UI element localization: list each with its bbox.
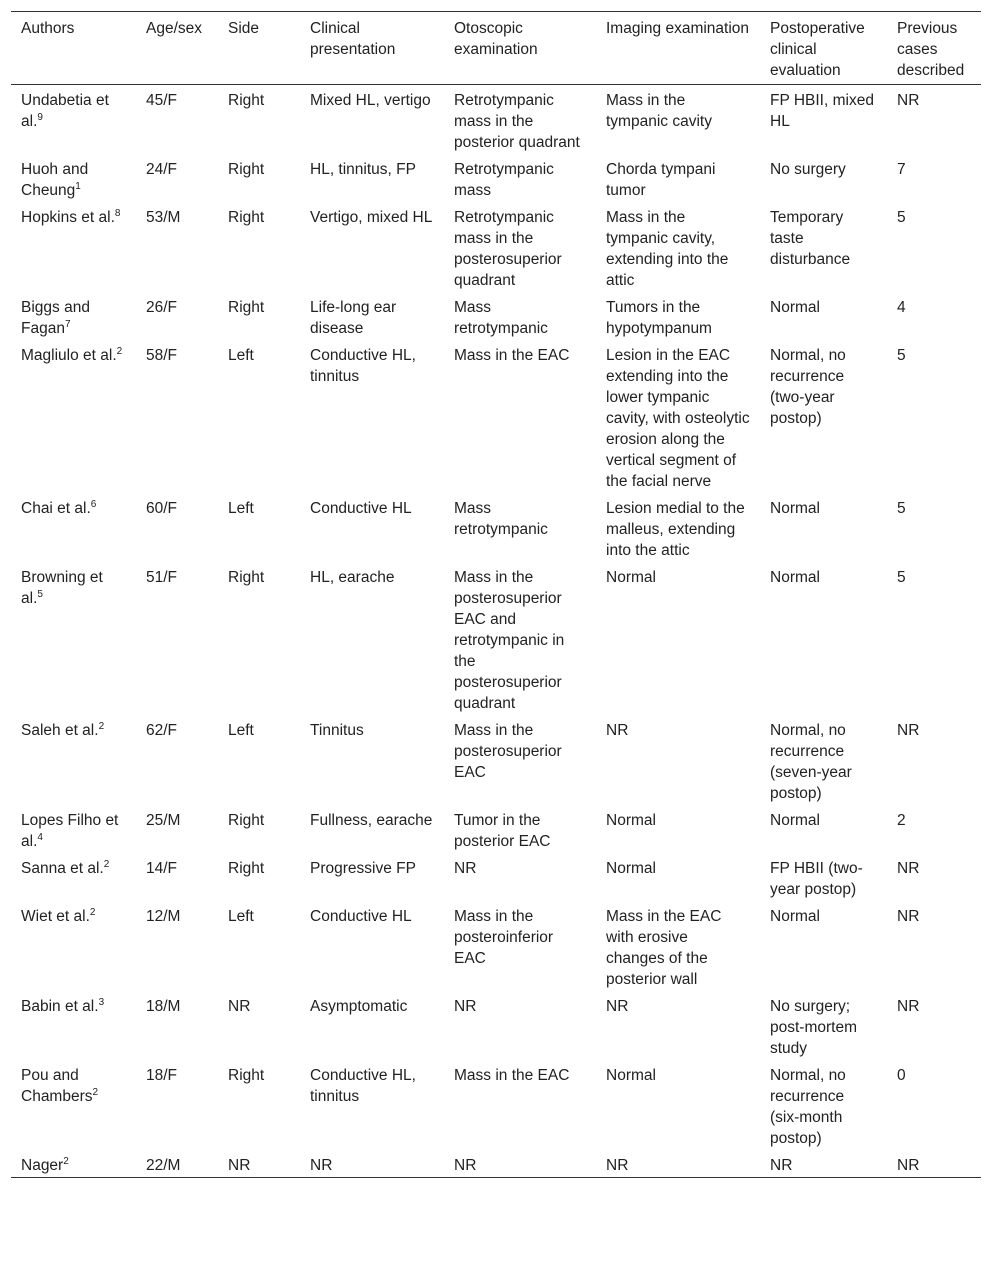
reference-number: 3 xyxy=(98,997,105,1008)
author-name: Babin et al. xyxy=(21,998,99,1015)
cell-postoperative-evaluation: No surgery xyxy=(770,161,846,178)
cell-clinical-presentation: Progressive FP xyxy=(310,860,416,877)
cell-authors xyxy=(11,493,136,562)
cell-clinical-presentation: Conductive HL xyxy=(310,500,412,517)
reference-number: 4 xyxy=(37,832,43,843)
cell-imaging-examination: Lesion medial to the malleus, extending into the attic xyxy=(606,500,745,559)
cell-age-sex: 22/M xyxy=(146,1157,181,1174)
header-imaging-examination: Imaging examination xyxy=(606,20,750,37)
cell-imaging-examination: Mass in the EAC with erosive changes of the posterior wall xyxy=(606,908,722,988)
cell-side: NR xyxy=(228,1157,251,1174)
author-name: Saleh et al. xyxy=(21,722,99,739)
cell-previous-cases: NR xyxy=(897,92,920,109)
author-name: Chai et al. xyxy=(21,500,91,517)
header-clinical-presentation: Clinical presentation xyxy=(310,20,396,58)
cell-imaging-examination: Mass in the tympanic cavity, extending into the attic xyxy=(606,209,729,289)
cell-postoperative-evaluation: Normal, no recurrence (seven-year postop) xyxy=(770,722,852,802)
cell-clinical-presentation: Fullness, earache xyxy=(310,812,433,829)
table-row xyxy=(11,340,981,493)
cell-authors xyxy=(11,715,136,805)
author-name: Undabetia et al. xyxy=(21,92,109,130)
table-row xyxy=(11,715,981,805)
header-otoscopic-examination: Otoscopic examination xyxy=(454,20,538,58)
cell-age-sex: 62/F xyxy=(146,722,178,739)
cell-age-sex: 45/F xyxy=(146,92,178,109)
cell-clinical-presentation: Tinnitus xyxy=(310,722,364,739)
cell-previous-cases: 7 xyxy=(897,161,906,178)
author-name: Huoh and Cheung xyxy=(21,161,89,199)
cell-side: Left xyxy=(228,347,254,364)
cell-clinical-presentation: HL, tinnitus, FP xyxy=(310,161,416,178)
cell-age-sex: 14/F xyxy=(146,860,178,877)
cell-side: Right xyxy=(228,569,265,586)
table-row xyxy=(11,202,981,292)
reference-number: 5 xyxy=(37,589,43,600)
cell-imaging-examination: Chorda tympani tumor xyxy=(606,161,716,199)
reference-number: 1 xyxy=(75,181,81,192)
reference-number: 2 xyxy=(92,1087,99,1098)
cell-side: Right xyxy=(228,161,265,178)
cell-clinical-presentation: Asymptomatic xyxy=(310,998,408,1015)
cell-side: Right xyxy=(228,812,265,829)
cell-postoperative-evaluation: FP HBII (two-year postop) xyxy=(770,860,863,898)
table-row xyxy=(11,292,981,340)
table-row xyxy=(11,991,981,1060)
reference-number: 9 xyxy=(37,112,43,123)
table-row xyxy=(11,154,981,202)
cell-clinical-presentation: Mixed HL, vertigo xyxy=(310,92,431,109)
cell-age-sex: 18/F xyxy=(146,1067,178,1084)
cell-previous-cases: NR xyxy=(897,1157,920,1174)
reference-number: 6 xyxy=(90,499,97,510)
table-row xyxy=(11,805,981,853)
reference-number: 2 xyxy=(103,859,110,870)
cell-clinical-presentation: Conductive HL, tinnitus xyxy=(310,1067,416,1105)
cell-otoscopic-examination: Mass in the posteroinferior EAC xyxy=(454,908,554,967)
cell-clinical-presentation: Conductive HL xyxy=(310,908,412,925)
cell-clinical-presentation: HL, earache xyxy=(310,569,395,586)
cell-authors xyxy=(11,562,136,715)
cell-otoscopic-examination: Mass retrotympanic xyxy=(454,299,548,337)
cell-authors xyxy=(11,154,136,202)
cell-postoperative-evaluation: Normal xyxy=(770,569,820,586)
cell-postoperative-evaluation: Normal xyxy=(770,812,820,829)
header-authors: Authors xyxy=(21,20,75,37)
cell-postoperative-evaluation: Temporary taste disturbance xyxy=(770,209,851,268)
reference-number: 7 xyxy=(64,319,71,330)
cell-previous-cases: 5 xyxy=(897,347,906,364)
cell-clinical-presentation: Conductive HL, tinnitus xyxy=(310,347,416,385)
table-row xyxy=(11,901,981,991)
cell-otoscopic-examination: NR xyxy=(454,998,477,1015)
cell-otoscopic-examination: Mass in the posterosuperior EAC and retrotympanic in the posterosuperior quadrant xyxy=(454,569,565,712)
cell-side: Right xyxy=(228,1067,265,1084)
header-row xyxy=(11,12,981,85)
reference-number: 2 xyxy=(89,907,96,918)
cell-imaging-examination: Mass in the tympanic cavity xyxy=(606,92,712,130)
author-name: Sanna et al. xyxy=(21,860,104,877)
cell-age-sex: 53/M xyxy=(146,209,181,226)
author-name: Pou and Chambers xyxy=(21,1067,93,1105)
cell-imaging-examination: Tumors in the hypotympanum xyxy=(606,299,712,337)
author-name: Magliulo et al. xyxy=(21,347,117,364)
reference-number: 2 xyxy=(116,346,123,357)
cell-authors xyxy=(11,1060,136,1150)
cell-authors xyxy=(11,85,136,155)
cell-imaging-examination: Normal xyxy=(606,1067,656,1084)
cell-authors xyxy=(11,853,136,901)
cell-age-sex: 25/M xyxy=(146,812,181,829)
cell-previous-cases: NR xyxy=(897,908,920,925)
table-row xyxy=(11,493,981,562)
case-reports-table xyxy=(11,11,981,1178)
cell-authors xyxy=(11,991,136,1060)
cell-postoperative-evaluation: Normal xyxy=(770,299,820,316)
cell-previous-cases: 5 xyxy=(897,500,906,517)
cell-postoperative-evaluation: Normal xyxy=(770,500,820,517)
cell-postoperative-evaluation: NR xyxy=(770,1157,793,1174)
cell-otoscopic-examination: Retrotympanic mass in the posterior quadrant xyxy=(454,92,580,151)
cell-previous-cases: NR xyxy=(897,722,920,739)
cell-age-sex: 58/F xyxy=(146,347,178,364)
cell-authors xyxy=(11,805,136,853)
cell-otoscopic-examination: NR xyxy=(454,860,477,877)
cell-otoscopic-examination: Mass retrotympanic xyxy=(454,500,548,538)
cell-age-sex: 51/F xyxy=(146,569,178,586)
cell-postoperative-evaluation: Normal, no recurrence (six-month postop) xyxy=(770,1067,846,1147)
cell-previous-cases: 0 xyxy=(897,1067,906,1084)
author-name: Nager xyxy=(21,1157,64,1174)
cell-otoscopic-examination: Mass in the EAC xyxy=(454,1067,570,1084)
cell-otoscopic-examination: Mass in the EAC xyxy=(454,347,570,364)
cell-age-sex: 26/F xyxy=(146,299,178,316)
cell-previous-cases: 4 xyxy=(897,299,906,316)
cell-previous-cases: 5 xyxy=(897,569,906,586)
cell-previous-cases: 5 xyxy=(897,209,906,226)
cell-side: Left xyxy=(228,500,254,517)
cell-postoperative-evaluation: Normal xyxy=(770,908,820,925)
cell-side: NR xyxy=(228,998,251,1015)
table-row xyxy=(11,853,981,901)
cell-previous-cases: 2 xyxy=(897,812,906,829)
header-previous-cases: Previous cases described xyxy=(897,20,965,79)
cell-authors xyxy=(11,292,136,340)
cell-side: Right xyxy=(228,92,265,109)
header-postoperative-evaluation: Postoperative clinical evaluation xyxy=(770,20,865,79)
header-side: Side xyxy=(228,20,260,37)
author-name: Wiet et al. xyxy=(21,908,90,925)
cell-imaging-examination: NR xyxy=(606,998,629,1015)
cell-postoperative-evaluation: Normal, no recurrence (two-year postop) xyxy=(770,347,846,427)
cell-imaging-examination: NR xyxy=(606,1157,629,1174)
cell-previous-cases: NR xyxy=(897,998,920,1015)
cell-age-sex: 12/M xyxy=(146,908,181,925)
header-age-sex: Age/sex xyxy=(146,20,203,37)
table-body xyxy=(11,85,981,1178)
cell-authors xyxy=(11,202,136,292)
author-name: Biggs and Fagan xyxy=(21,299,90,337)
table-row xyxy=(11,1150,981,1178)
cell-previous-cases: NR xyxy=(897,860,920,877)
cell-side: Right xyxy=(228,299,265,316)
cell-side: Left xyxy=(228,722,254,739)
cell-clinical-presentation: Life-long ear disease xyxy=(310,299,397,337)
cell-side: Right xyxy=(228,209,265,226)
cell-otoscopic-examination: Retrotympanic mass xyxy=(454,161,554,199)
cell-otoscopic-examination: Tumor in the posterior EAC xyxy=(454,812,551,850)
cell-imaging-examination: Normal xyxy=(606,812,656,829)
table-row xyxy=(11,1060,981,1150)
cell-clinical-presentation: Vertigo, mixed HL xyxy=(310,209,433,226)
cell-authors xyxy=(11,1150,136,1178)
cell-side: Left xyxy=(228,908,254,925)
reference-number: 2 xyxy=(98,721,105,732)
cell-authors xyxy=(11,340,136,493)
cell-otoscopic-examination: NR xyxy=(454,1157,477,1174)
cell-authors xyxy=(11,901,136,991)
author-name: Lopes Filho et al. xyxy=(21,812,119,850)
cell-imaging-examination: Normal xyxy=(606,569,656,586)
cell-postoperative-evaluation: FP HBII, mixed HL xyxy=(770,92,874,130)
cell-postoperative-evaluation: No surgery; post-mortem study xyxy=(770,998,857,1057)
cell-side: Right xyxy=(228,860,265,877)
author-name: Browning et al. xyxy=(21,569,103,607)
cell-clinical-presentation: NR xyxy=(310,1157,333,1174)
reference-number: 8 xyxy=(114,208,121,219)
cell-otoscopic-examination: Mass in the posterosuperior EAC xyxy=(454,722,562,781)
table-row xyxy=(11,85,981,155)
cell-otoscopic-examination: Retrotympanic mass in the posterosuperior quadrant xyxy=(454,209,562,289)
reference-number: 2 xyxy=(63,1156,69,1167)
cell-imaging-examination: Normal xyxy=(606,860,656,877)
cell-imaging-examination: NR xyxy=(606,722,629,739)
cell-age-sex: 60/F xyxy=(146,500,178,517)
cell-age-sex: 18/M xyxy=(146,998,181,1015)
cell-age-sex: 24/F xyxy=(146,161,178,178)
cell-imaging-examination: Lesion in the EAC extending into the lower tympanic cavity, with osteolytic erosion along the vertical segment of the facial nerve xyxy=(606,347,750,490)
author-name: Hopkins et al. xyxy=(21,209,115,226)
table-row xyxy=(11,562,981,715)
